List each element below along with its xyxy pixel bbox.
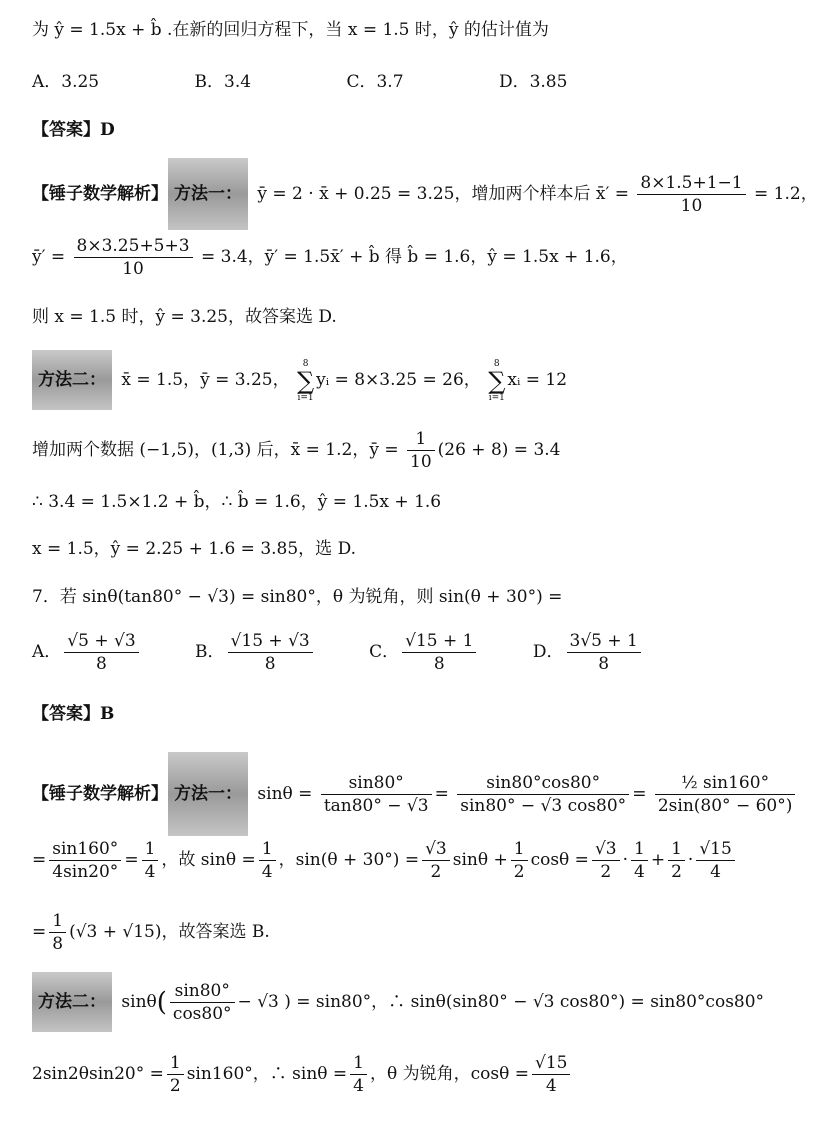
method-2-badge: 方法二： (32, 972, 112, 1032)
question-6-answer: 【答案】D (32, 120, 115, 140)
option-d: D．3.85 (498, 72, 568, 92)
q6-method2-line3: ∴ 3.4 = 1.5×1.2 + b̂，∴ b̂ = 1.6，ŷ = 1.5x + 1.6 (32, 492, 442, 512)
method-1-badge: 方法一： (168, 158, 248, 230)
q6-method2-line1: 方法二： x̄ = 1.5，ȳ = 3.25， 8 ∑ i=1 yᵢ = 8×3.25 = 26， 8 ∑ i=1 xᵢ = 12 (32, 350, 567, 410)
question-7-answer: 【答案】B (32, 704, 115, 724)
q7-method2-line1: 方法二： sinθ( $\frac{\sin 80^\circ}{\cos 80^\circ}$ − √3 ) = sin80°，∴ sinθ(sin80° − √3 cos80°) = sin80°cos80° (32, 972, 764, 1032)
option-b: B． $\frac{√15 + √3}{8}$ (195, 630, 316, 675)
option-a: A． $\frac{√5 + √3}{8}$ (32, 630, 142, 675)
sigma-symbol: 8 ∑ i=1 (488, 358, 506, 403)
fraction: $\frac{8\times 3.25+5+3}{10}$ (74, 235, 193, 280)
q7-method1-line2: = $\frac{\sin 160^\circ}{4\sin 20^\circ}$ = $\frac{1}{4}$ ，故 sinθ = $\frac{1}{4}$ ，sin(θ + 30°) = $\frac{√3}{2}$ sinθ + $\frac{1}{2}$ cosθ = $\frac{√3}{2}$ · $\frac{1}{4}$ + $\frac{1}{2}$ · $\frac{√15}{4}$ (32, 838, 738, 883)
sigma-symbol: 8 ∑ i=1 (297, 358, 315, 403)
question-6-options (32, 70, 605, 94)
analysis-label: 【锤子数学解析】 (32, 784, 168, 804)
option-d: D． $\frac{3√5 + 1}{8}$ (533, 630, 644, 675)
q6-method2-line2: 增加两个数据 (−1,5)，(1,3) 后，x̄ = 1.2，ȳ = $\frac{1}{10}$ (26 + 8) = 3.4 (32, 429, 561, 472)
question-7-stem: 7．若 sinθ(tan80° − √3) = sin80°，θ 为锐角，则 sin(θ + 30°) = (32, 587, 563, 607)
fraction: $\frac{1}{10}$ (407, 428, 435, 473)
option-c: C．3.7 (346, 72, 404, 92)
option-c: C． $\frac{√15 + 1}{8}$ (369, 630, 479, 675)
q6-method1-line1: 【锤子数学解析】 方法一： ȳ = 2 · x̄ + 0.25 = 3.25，增加两个样本后 x̄′ = $\frac{8\times 1.5+1-1}{10}$ = 1.2， (32, 158, 818, 230)
q6-method1-line2: ȳ′ = $\frac{8\times 3.25+5+3}{10}$ = 3.4，ȳ′ = 1.5x̄′ + b̂ 得 b̂ = 1.6，ŷ = 1.5x + 1.6， (32, 236, 628, 279)
method-2-badge: 方法二： (32, 350, 112, 410)
q6-method2-line4: x = 1.5，ŷ = 2.25 + 1.6 = 3.85，选 D. (32, 539, 357, 559)
q7-method1-line3: = $\frac{1}{8}$ (√3 + √15)，故答案选 B. (32, 911, 270, 954)
option-a: A．3.25 (32, 72, 100, 92)
method-1-badge: 方法一： (168, 752, 248, 836)
fraction: $\frac{8\times 1.5+1-1}{10}$ (637, 172, 745, 217)
q7-method2-line2: 2sin2θsin20° = $\frac{1}{2}$ sin160°，∴ sinθ = $\frac{1}{4}$ ，θ 为锐角，cosθ = $\frac{√15}{4}$ (32, 1052, 573, 1097)
question-7-options (32, 630, 682, 675)
analysis-label: 【锤子数学解析】 (32, 184, 168, 204)
option-b: B．3.4 (194, 72, 252, 92)
question-6-stem-end: 为 ŷ = 1.5x + b̂ .在新的回归方程下，当 x = 1.5 时，ŷ 的估计值为 (32, 20, 549, 40)
q7-method1-line1: 【锤子数学解析】 方法一： sinθ = $\frac{\sin 80^\circ}{\tan 80^\circ - √3}$ = $\frac{\sin 80^\circ\cos 80^\circ}{\sin 80^\circ - √3 \cos 80^\circ}$ = $\frac{\text{½ sin160°}}{2\sin(80^\circ - 60^\circ)}$ (32, 752, 798, 836)
q6-method1-line3: 则 x = 1.5 时，ŷ = 3.25，故答案选 D. (32, 307, 337, 327)
